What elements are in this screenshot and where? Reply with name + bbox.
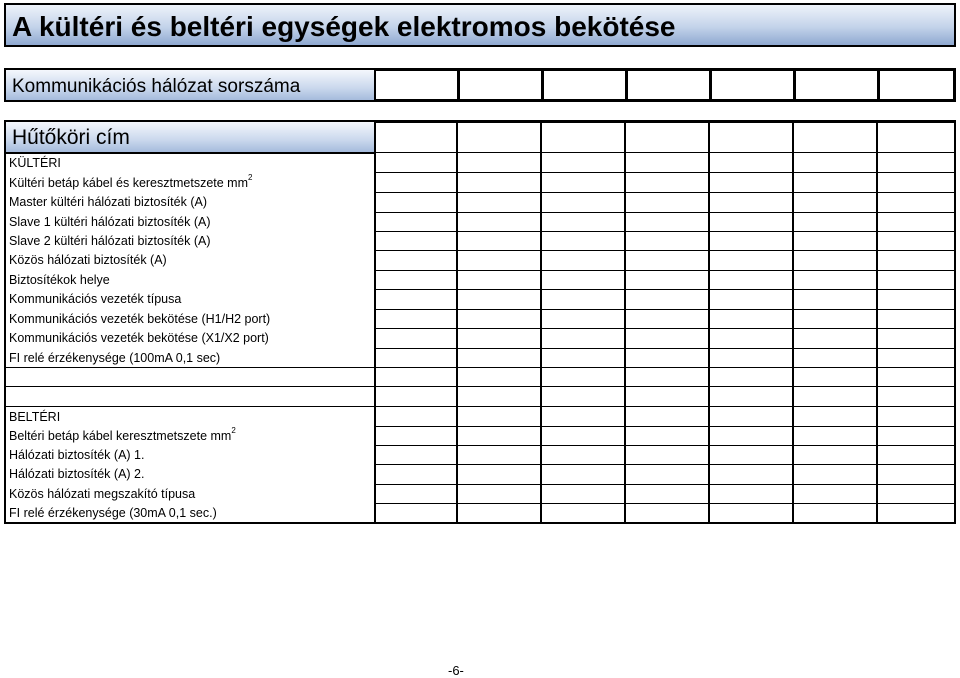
network-number-label-cell <box>4 68 376 102</box>
row-line <box>376 309 954 310</box>
outdoor-heading: KÜLTÉRI <box>9 156 61 170</box>
indoor-row-label: Közös hálózati megszakító típusa <box>9 487 196 501</box>
row-line <box>376 348 954 349</box>
indoor-heading: BELTÉRI <box>9 410 61 424</box>
network-number-label: Kommunikációs hálózat sorszáma <box>12 76 301 97</box>
indoor-row-label <box>6 426 374 446</box>
row-line <box>376 426 954 427</box>
row-line <box>376 289 954 290</box>
indoor-row-label: Hálózati biztosíték (A) 1. <box>9 448 145 462</box>
row-line <box>376 172 954 173</box>
row-line <box>376 192 954 193</box>
network-number-row <box>4 68 956 102</box>
network-number-cell-1[interactable] <box>376 68 460 102</box>
row-line <box>376 270 954 271</box>
page-title: A kültéri és beltéri egységek elektromos bekötése <box>12 11 676 42</box>
network-number-cell-4[interactable] <box>628 68 712 102</box>
row-line <box>376 250 954 251</box>
row-line <box>376 445 954 446</box>
indoor-row-text: Beltéri betáp kábel keresztmetszete mm <box>9 429 232 443</box>
indoor-row-label: FI relé érzékenysége (30mA 0,1 sec.) <box>9 506 217 520</box>
indoor-row-label: Hálózati biztosíték (A) 2. <box>9 467 145 481</box>
row-line <box>376 503 954 504</box>
network-number-cell-3[interactable] <box>544 68 628 102</box>
outdoor-row-text: Kültéri betáp kábel és keresztmetszete mm <box>9 176 248 190</box>
outdoor-row-label: Biztosítékok helye <box>9 273 110 287</box>
network-number-cell-7[interactable] <box>880 68 956 102</box>
row-line <box>376 212 954 213</box>
wiring-table <box>4 120 956 524</box>
network-number-cell-2[interactable] <box>460 68 544 102</box>
outdoor-row-label: Kommunikációs vezeték típusa <box>9 292 182 306</box>
table-right-border <box>954 120 956 524</box>
outdoor-row-label: Kommunikációs vezeték bekötése (H1/H2 port) <box>9 312 271 326</box>
superscript: 2 <box>248 172 253 182</box>
network-number-cell-6[interactable] <box>796 68 880 102</box>
row-line <box>6 386 954 387</box>
outdoor-row-label: Közös hálózati biztosíték (A) <box>9 253 167 267</box>
page-number: -6- <box>448 663 464 678</box>
outdoor-row-label: Slave 1 kültéri hálózati biztosíték (A) <box>9 215 211 229</box>
network-number-cell-5[interactable] <box>712 68 796 102</box>
outdoor-row-label: Master kültéri hálózati biztosíték (A) <box>9 195 207 209</box>
unit-address-header <box>4 120 376 154</box>
outdoor-row-label: FI relé érzékenysége (100mA 0,1 sec) <box>9 351 221 365</box>
row-line <box>376 328 954 329</box>
outdoor-row-label <box>6 173 374 193</box>
outdoor-row-label: Kommunikációs vezeték bekötése (X1/X2 port) <box>9 331 269 345</box>
row-line <box>376 464 954 465</box>
superscript: 2 <box>231 425 236 435</box>
outdoor-row-label: Slave 2 kültéri hálózati biztosíték (A) <box>9 234 211 248</box>
unit-address-label: Hűtőköri cím <box>12 126 130 149</box>
row-line <box>376 231 954 232</box>
page-title-bar <box>4 3 956 47</box>
table-top-border <box>376 120 956 123</box>
row-line <box>376 484 954 485</box>
row-line <box>376 152 954 153</box>
